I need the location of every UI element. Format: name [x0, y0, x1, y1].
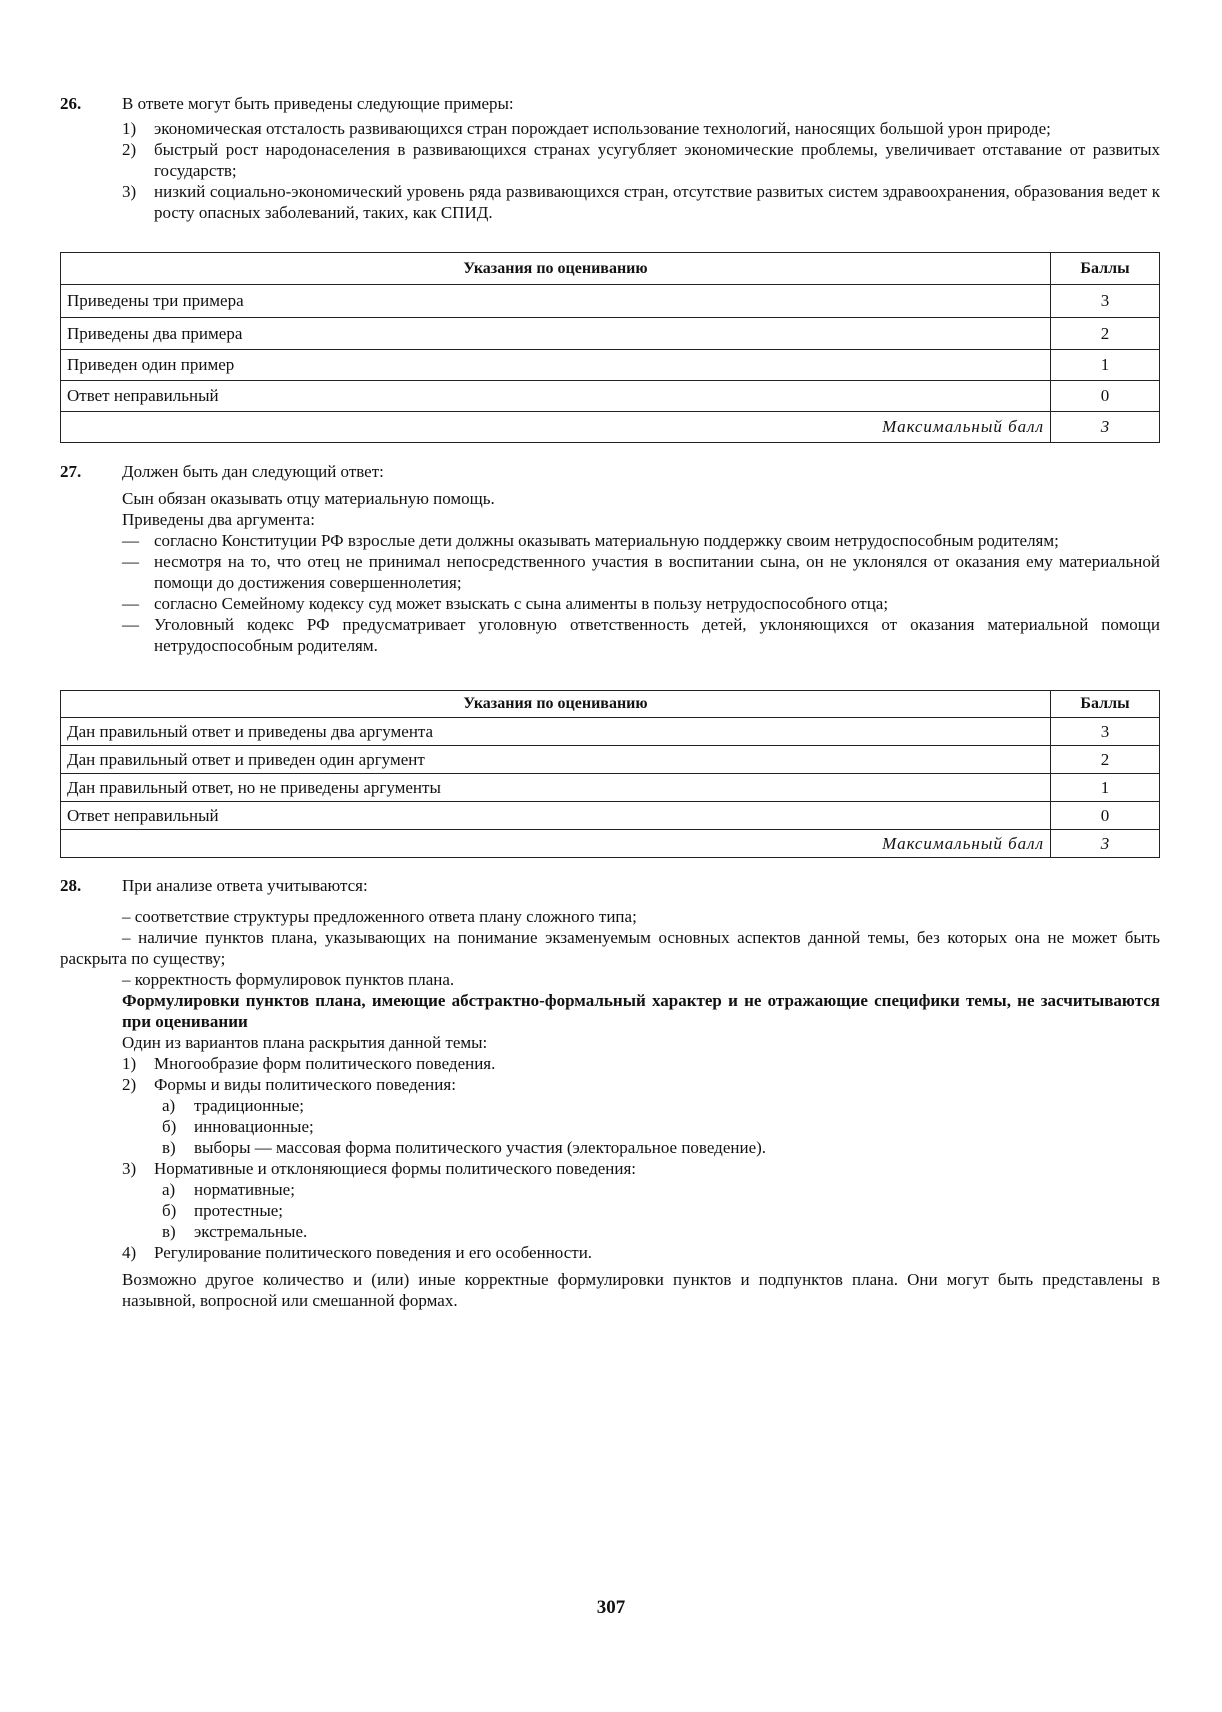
q26-intro: В ответе могут быть приведены следующие примеры: [122, 94, 514, 113]
q27-answer: Сын обязан оказывать отцу материальную помощь. [122, 489, 495, 508]
q28-closing: Возможно другое количество и (или) иные корректные формулировки пунктов и подпунктов плана. Они могут быть представлены в назывной, вопросной или смешанной формах. [122, 1270, 1160, 1310]
table-row: Дан правильный ответ и приведен один аргумент 2 [61, 746, 1160, 774]
list-item: 2) быстрый рост народонаселения в развивающихся странах усугубляет экономические проблемы, увеличивает отставание от развитых государств; [122, 140, 1160, 180]
table-header-row [61, 253, 1160, 285]
table-row-max: Максимальный балл 3 [61, 412, 1160, 443]
score-header: Баллы [1051, 691, 1160, 718]
q28-number: 28. [60, 876, 82, 895]
table-row: Приведен один пример 1 [61, 350, 1160, 381]
list-item: 1) Многообразие форм политического поведения. [122, 1054, 496, 1073]
q26-scoring-table [60, 252, 1160, 443]
table-row: Дан правильный ответ и приведены два аргумента 3 [61, 718, 1160, 746]
list-item: — несмотря на то, что отец не принимал непосредственного участия в воспитании сына, он не уклонялся от оказания ему материальной помощи до достижения совершеннолетия; [122, 552, 1160, 592]
list-item: а) нормативные; [162, 1180, 295, 1199]
q27-args-intro: Приведены два аргумента: [122, 510, 315, 529]
q26-number: 26. [60, 94, 82, 113]
list-item: 3) Нормативные и отклоняющиеся формы политического поведения: [122, 1159, 637, 1178]
page-number: 307 [596, 1597, 626, 1618]
criteria-header: Указания по оцениванию [61, 253, 1051, 285]
table-row: Дан правильный ответ, но не приведены аргументы 1 [61, 774, 1160, 802]
list-item: б) протестные; [162, 1201, 284, 1220]
q26-examples-list [122, 118, 1160, 223]
list-item: в) выборы — массовая форма политического участия (электоральное поведение). [162, 1138, 767, 1157]
q27-answer-block [122, 488, 1160, 656]
q27-number: 27. [60, 462, 82, 481]
list-item: б) инновационные; [162, 1117, 314, 1136]
q27-scoring-table [60, 690, 1160, 858]
q27-intro: Должен быть дан следующий ответ: [122, 462, 384, 481]
list-item: — согласно Конституции РФ взрослые дети должны оказывать материальную поддержку своим нетрудоспособным родителям; [122, 531, 1059, 550]
q28-intro: При анализе ответа учитываются: [122, 876, 368, 895]
table-row: Ответ неправильный 0 [61, 381, 1160, 412]
list-item: 4) Регулирование политического поведения и его особенности. [122, 1243, 593, 1262]
q28-plan-block [122, 969, 1160, 1311]
criteria-header: Указания по оцениванию [61, 691, 1051, 718]
list-item: а) традиционные; [162, 1096, 305, 1115]
list-item: — Уголовный кодекс РФ предусматривает уголовную ответственность детей, уклоняющихся от оказания материальной помощи нетрудоспособным родителям. [122, 615, 1160, 655]
list-item: 2) Формы и виды политического поведения: [122, 1075, 456, 1094]
q28-bold-note: Формулировки пунктов плана, имеющие абстрактно-формальный характер и не отражающие специфики темы, не засчитываются при оценивании [122, 991, 1160, 1031]
list-item: в) экстремальные. [162, 1222, 308, 1241]
q28-criteria-2: – наличие пунктов плана, указывающих на понимание экзаменуемым основных аспектов данной темы, без которых она не может быть раскрыта по существу; [60, 928, 1160, 968]
table-header-row [61, 691, 1160, 718]
q28-criteria-1: – соответствие структуры предложенного ответа плану сложного типа; [122, 907, 637, 926]
list-item: — согласно Семейному кодексу суд может взыскать с сына алименты в пользу нетрудоспособного отца; [122, 594, 889, 613]
table-row: Приведены три примера 3 [61, 285, 1160, 318]
q28-plan-intro: Один из вариантов плана раскрытия данной темы: [122, 1033, 488, 1052]
list-item: 1) экономическая отсталость развивающихся стран порождает использование технологий, наносящих большой урон природе; [122, 119, 1051, 138]
table-row: Ответ неправильный 0 [61, 802, 1160, 830]
table-row-max: Максимальный балл 3 [61, 830, 1160, 858]
score-header: Баллы [1051, 253, 1160, 285]
q28-criteria-3: – корректность формулировок пунктов плана. [122, 970, 455, 989]
list-item: 3) низкий социально-экономический уровень ряда развивающихся стран, отсутствие развитых систем здравоохранения, образования ведет к росту опасных заболеваний, таких, как СПИД. [122, 182, 1160, 222]
table-row: Приведены два примера 2 [61, 318, 1160, 350]
